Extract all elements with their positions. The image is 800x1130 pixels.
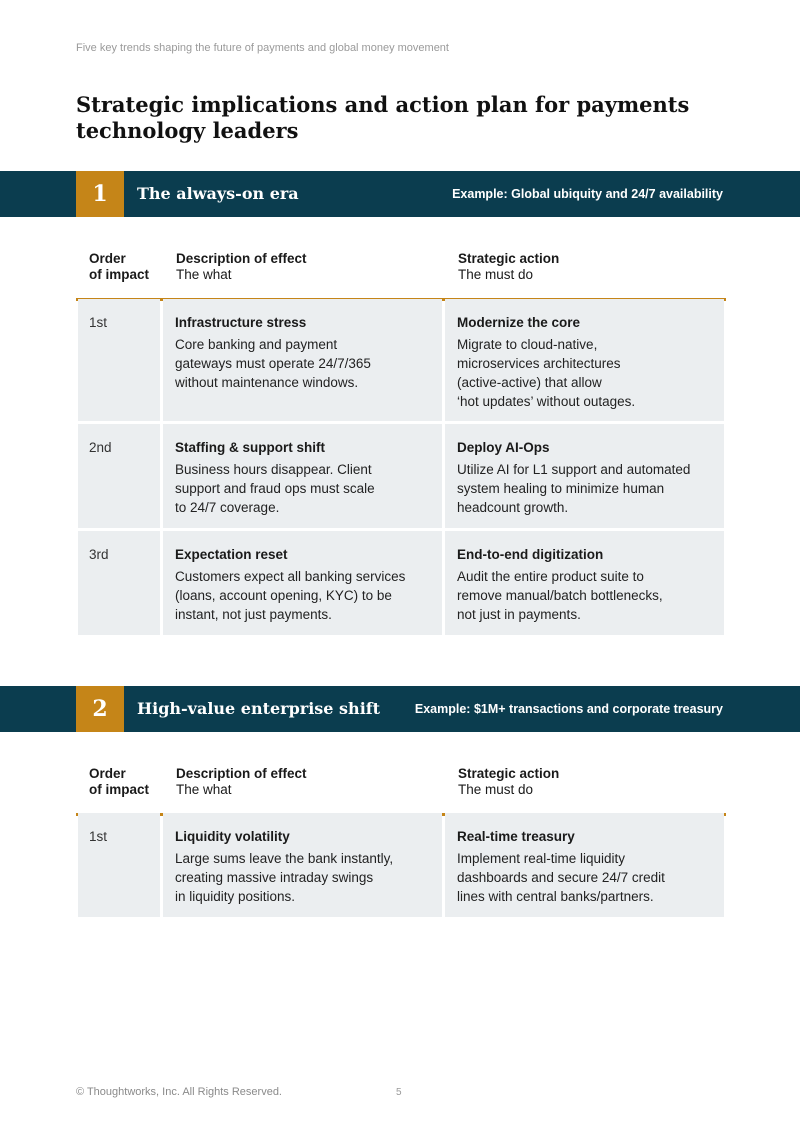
action-title: End-to-end digitization <box>457 547 604 562</box>
effect-title: Staffing & support shift <box>175 440 325 455</box>
section-title: High-value enterprise shift <box>137 699 381 718</box>
effect-title: Expectation reset <box>175 547 288 562</box>
action-title: Modernize the core <box>457 315 581 330</box>
effect-title: Infrastructure stress <box>175 315 307 330</box>
impact-table <box>78 813 724 920</box>
effect-body: Core banking and payment gateways must operate 24/7/365 without maintenance windows. <box>175 337 371 390</box>
section-title: The always-on era <box>137 184 299 203</box>
table-row <box>78 813 724 917</box>
description-cell <box>163 299 442 421</box>
section-1 <box>0 171 800 622</box>
action-body: Audit the entire product suite to remove manual/batch bottlenecks, not just in payments. <box>457 569 663 622</box>
action-body: Utilize AI for L1 support and automated system healing to minimize human headcount growth. <box>457 462 691 515</box>
section-number: 1 <box>76 171 124 217</box>
effect-title: Liquidity volatility <box>175 829 290 844</box>
column-header <box>76 251 726 301</box>
column-header <box>76 766 726 816</box>
running-head: Five key trends shaping the future of payments and global money movement <box>76 42 449 54</box>
header-action: Strategic action The must do <box>458 766 560 797</box>
action-body: Implement real-time liquidity dashboards and secure 24/7 credit lines with central banks/partners. <box>457 851 665 904</box>
section-number: 2 <box>76 686 124 732</box>
header-order: Order of impact <box>89 251 150 282</box>
description-cell <box>163 531 442 635</box>
description-cell <box>163 813 442 917</box>
action-body: Migrate to cloud-native, microservices architectures (active-active) that allow ‘hot updates’ without outages. <box>457 337 636 409</box>
order-cell: 3rd <box>78 531 160 635</box>
header-order: Order of impact <box>89 766 150 797</box>
action-title: Real-time treasury <box>457 829 575 844</box>
action-cell <box>445 531 724 635</box>
section-2 <box>0 686 800 904</box>
header-action: Strategic action The must do <box>458 251 560 282</box>
description-cell <box>163 424 442 528</box>
table-row <box>78 531 724 635</box>
section-banner <box>0 686 800 732</box>
page-number: 5 <box>396 1087 402 1098</box>
action-cell <box>445 813 724 917</box>
action-cell <box>445 299 724 421</box>
order-cell: 1st <box>78 813 160 917</box>
section-example: Example: Global ubiquity and 24/7 availability <box>452 187 723 201</box>
effect-body: Customers expect all banking services (loans, account opening, KYC) to be instant, not just payments. <box>175 569 406 622</box>
header-description: Description of effect The what <box>176 766 307 797</box>
order-cell: 2nd <box>78 424 160 528</box>
header-description: Description of effect The what <box>176 251 307 282</box>
page-title: Strategic implications and action plan for payments technology leaders <box>76 92 690 143</box>
section-banner <box>0 171 800 217</box>
effect-body: Large sums leave the bank instantly, creating massive intraday swings in liquidity positions. <box>175 851 394 904</box>
order-cell: 1st <box>78 299 160 421</box>
table-row <box>78 299 724 421</box>
footer-copyright: © Thoughtworks, Inc. All Rights Reserved. <box>76 1086 282 1098</box>
section-example: Example: $1M+ transactions and corporate treasury <box>414 702 723 716</box>
impact-table <box>78 299 724 638</box>
effect-body: Business hours disappear. Client support and fraud ops must scale to 24/7 coverage. <box>175 462 375 515</box>
action-title: Deploy AI-Ops <box>457 440 550 455</box>
action-cell <box>445 424 724 528</box>
table-row <box>78 424 724 528</box>
